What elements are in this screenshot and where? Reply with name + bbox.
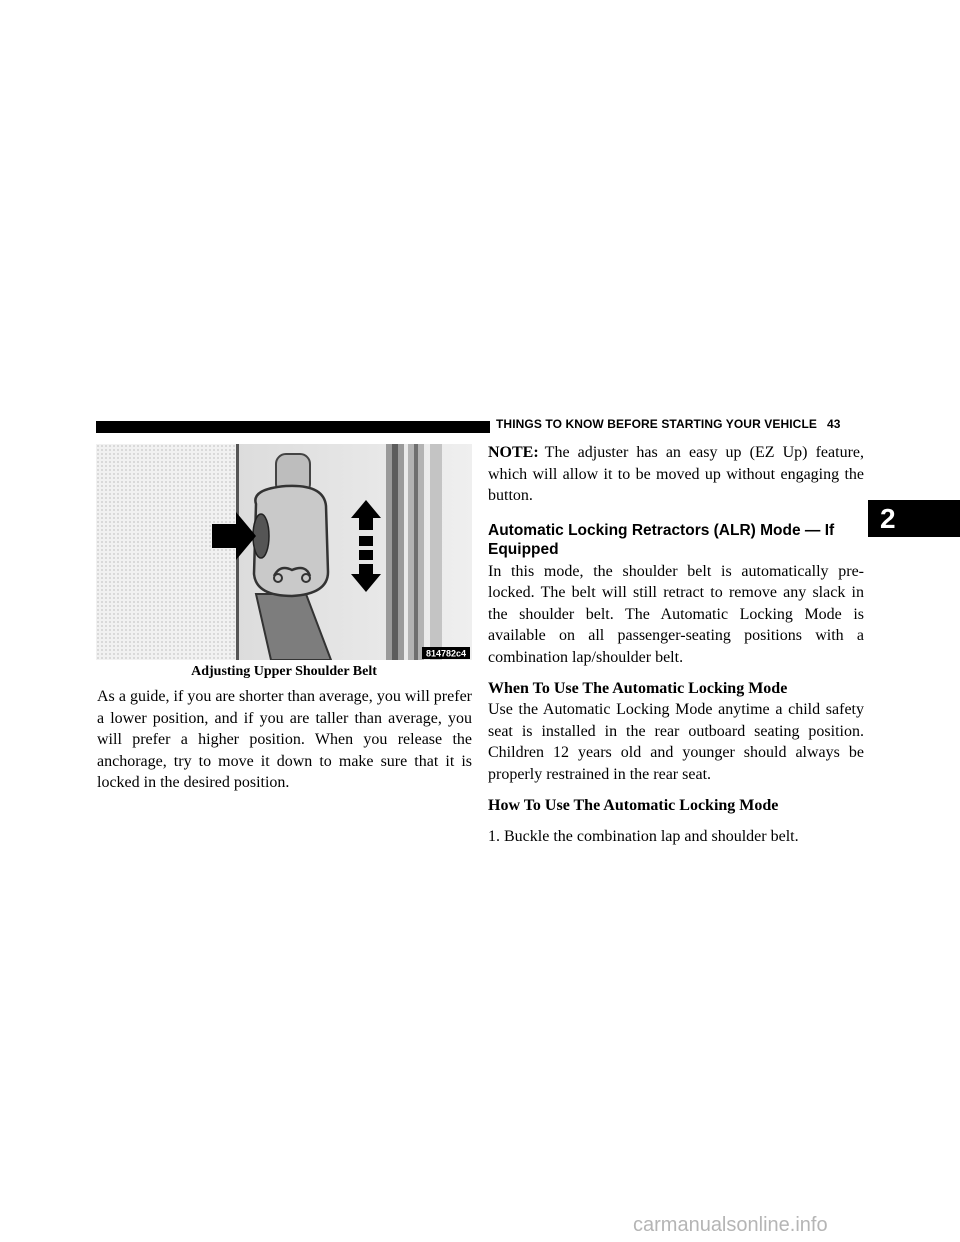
figure-caption: Adjusting Upper Shoulder Belt xyxy=(191,664,377,679)
note-text: The adjuster has an easy up (EZ Up) feature, which will allow it to be moved up without engaging the button. xyxy=(488,444,864,504)
chapter-tab: 2 xyxy=(868,500,960,537)
alr-paragraph: In this mode, the shoulder belt is automatically pre-locked. The belt will still retract to remove any slack in the shoulder belt. The Automatic Locking Mode is available on all passenger-seating positions with a combination lap/shoulder belt. xyxy=(488,562,864,666)
right-column xyxy=(488,442,864,848)
watermark: carmanualsonline.info xyxy=(633,1214,828,1236)
left-column xyxy=(97,686,472,794)
header-title: THINGS TO KNOW BEFORE STARTING YOUR VEHICLE xyxy=(496,417,817,431)
shoulder-belt-figure xyxy=(96,444,472,660)
guide-paragraph: As a guide, if you are shorter than average, you will prefer a lower position, and if you are taller than average, you will prefer a higher position. When you release the anchorage, try to move it down to make sure that it is locked in the desired position. xyxy=(97,688,472,791)
step-1: 1. Buckle the combination lap and shoulder belt. xyxy=(488,828,799,845)
when-heading: When To Use The Automatic Locking Mode xyxy=(488,680,788,697)
header-rule xyxy=(96,421,490,433)
page-header xyxy=(496,417,841,431)
page-number: 43 xyxy=(826,417,841,431)
note-label: NOTE: xyxy=(488,444,539,461)
how-heading: How To Use The Automatic Locking Mode xyxy=(488,797,779,814)
alr-heading: Automatic Locking Retractors (ALR) Mode — If Equipped xyxy=(488,521,835,558)
note-paragraph xyxy=(488,442,864,507)
figure-code: 814782c4 xyxy=(425,648,467,659)
when-paragraph: Use the Automatic Locking Mode anytime a child safety seat is installed in the rear outboard seating position. Children 12 years old and younger should always be properly restrained in the rear seat. xyxy=(488,701,864,783)
